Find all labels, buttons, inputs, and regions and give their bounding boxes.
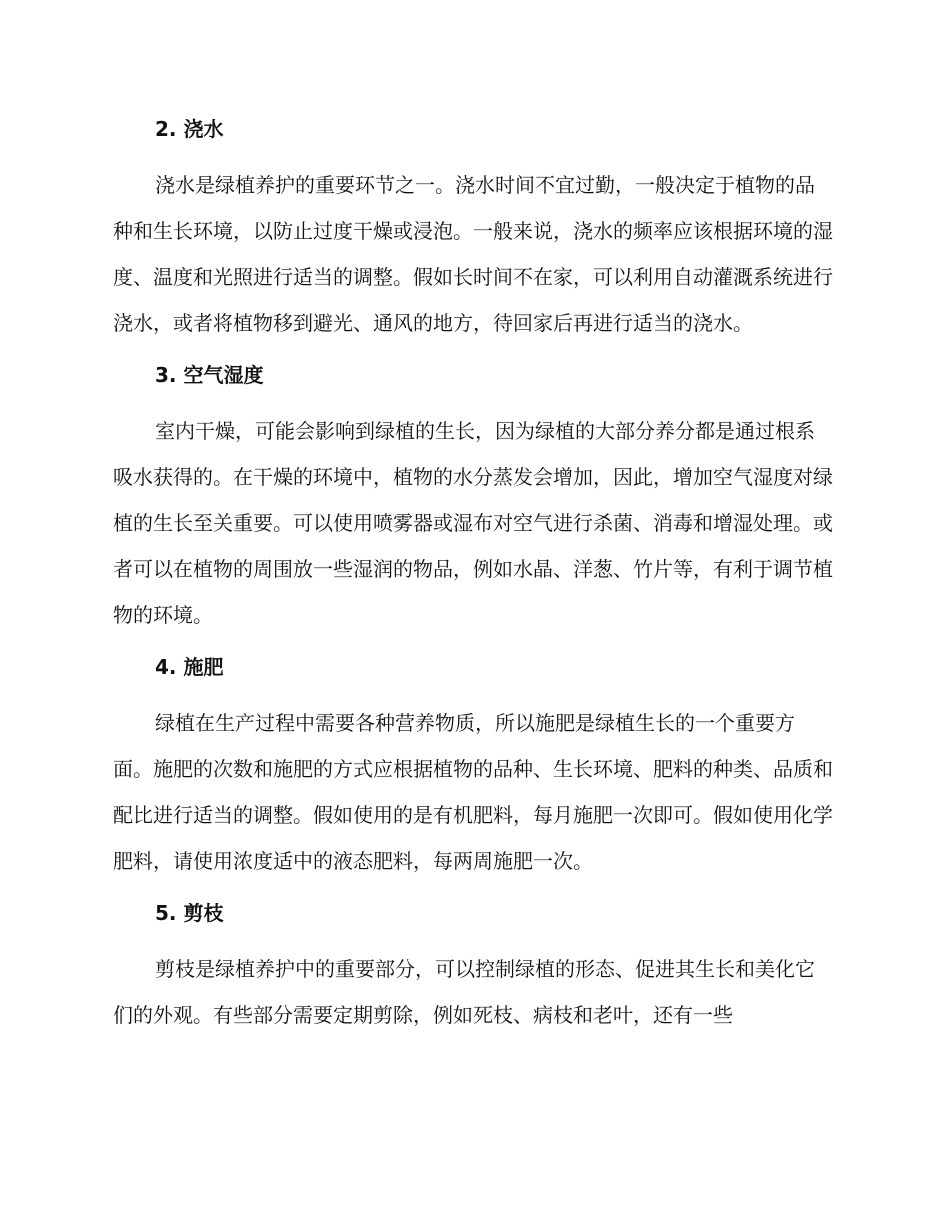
section-paragraph: 绿植在生产过程中需要各种营养物质，所以施肥是绿植生长的一个重要方面。施肥的次数和施肥的方式应根据植物的品种、生长环境、肥料的种类、品质和配比进行适当的调整。假如使用的是有机肥料，每月施肥一次即可。假如使用化学肥料，请使用浓度适中的液态肥料，每两周施肥一次。 [113,711,833,873]
section-paragraph: 浇水是绿植养护的重要环节之一。浇水时间不宜过勤，一般决定于植物的品种和生长环境，以防止过度干燥或浸泡。一般来说，浇水的频率应该根据环境的湿度、温度和光照进行适当的调整。假如长时间不在家，可以利用自动灌溉系统进行浇水，或者将植物移到避光、通风的地方，待回家后再进行适当的浇水。 [113,173,833,335]
section-watering [113,110,833,346]
section-heading: 3. 空气湿度 [155,363,264,387]
section-paragraph: 室内干燥，可能会影响到绿植的生长，因为绿植的大部分养分都是通过根系吸水获得的。在干燥的环境中，植物的水分蒸发会增加，因此，增加空气湿度对绿植的生长至关重要。可以使用喷雾器或湿布对空气进行杀菌、消毒和增湿处理。或者可以在植物的周围放一些湿润的物品，例如水晶、洋葱、竹片等，有利于调节植物的环境。 [113,419,833,627]
section-pruning [113,894,833,1038]
section-air-humidity [113,356,833,638]
document-content [113,110,833,1038]
section-heading: 2. 浇水 [155,117,224,141]
section-heading: 4. 施肥 [155,655,224,679]
section-heading: 5. 剪枝 [155,901,224,925]
section-fertilizing [113,648,833,884]
section-paragraph: 剪枝是绿植养护中的重要部分，可以控制绿植的形态、促进其生长和美化它们的外观。有些部分需要定期剪除，例如死枝、病枝和老叶，还有一些 [113,957,815,1027]
